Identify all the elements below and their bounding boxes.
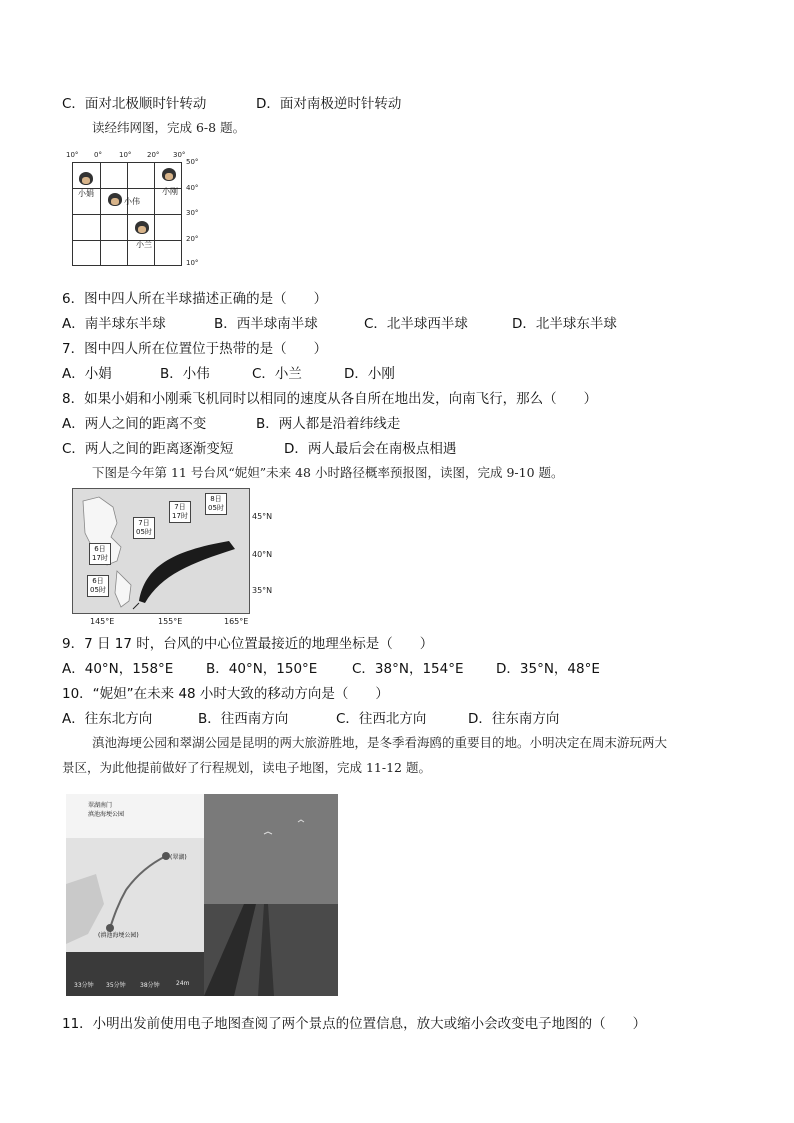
q6-option-a: A．南半球东半球 (62, 316, 166, 332)
q10-stem: 10．“妮妲”在未来 48 小时大致的移动方向是（ ） (62, 686, 389, 702)
person-label: 小刚 (162, 187, 178, 196)
lon-label: 20° (147, 151, 160, 159)
time-tag: 6日 17时 (89, 543, 111, 565)
lon-label: 0° (94, 151, 102, 159)
lon-label: 145°E (90, 617, 115, 626)
q8-option-a: A．两人之间的距离不变 (62, 416, 207, 432)
route-from: 翠湖南门 (88, 802, 113, 809)
intro-9-10: 下图是今年第 11 号台风“妮妲”未来 48 小时路径概率预报图，读图，完成 9-10 题。 (92, 465, 564, 480)
intro-11-12-line1: 滇池海埂公园和翠湖公园是昆明的两大旅游胜地，是冬季看海鸥的重要目的地。小明决定在周末游玩两大 (92, 735, 668, 750)
q9-option-a: A．40°N，158°E (62, 661, 174, 677)
q6-option-b: B．西半球南半球 (214, 316, 318, 332)
lat-lon-grid-figure (62, 148, 212, 270)
lat-label: 40° (186, 184, 199, 192)
person-icon (108, 193, 122, 206)
q7-stem: 7．图中四人所在位置位于热带的是（ ） (62, 341, 328, 357)
person-icon (135, 221, 149, 234)
seagull-photo (204, 794, 338, 996)
lat-label: 20° (186, 235, 199, 243)
route-to: 滇池海埂公园 (88, 811, 125, 818)
travel-time: 24m (176, 980, 190, 987)
time-tag: 7日 17时 (169, 501, 191, 523)
q7-option-d: D．小刚 (344, 366, 395, 382)
person-label: 小伟 (124, 197, 140, 206)
time-tag: 6日 05时 (87, 575, 109, 597)
q9-option-d: D．35°N，48°E (496, 661, 600, 677)
q10-option-d: D．往东南方向 (468, 711, 560, 727)
q6-option-c: C．北半球西半球 (364, 316, 468, 332)
lat-label: 35°N (252, 586, 273, 595)
lat-label: 30° (186, 209, 199, 217)
time-tag: 7日 05时 (133, 517, 155, 539)
q7-option-c: C．小兰 (252, 366, 302, 382)
poi-label: (滇池海埂公园) (98, 932, 139, 939)
q10-option-b: B．往西南方向 (198, 711, 289, 727)
person-label: 小兰 (136, 240, 152, 249)
intro-11-12-line2: 景区，为此他提前做好了行程规划，读电子地图，完成 11-12 题。 (62, 760, 431, 775)
q8-option-b: B．两人都是沿着纬线走 (256, 416, 401, 432)
q8-option-d: D．两人最后会在南极点相遇 (284, 441, 457, 457)
intro-6-8: 读经纬网图，完成 6-8 题。 (92, 120, 246, 135)
q9-option-b: B．40°N，150°E (206, 661, 318, 677)
travel-time: 35分钟 (106, 982, 126, 989)
typhoon-path-map (72, 488, 250, 614)
q5-option-d: D．面对南极逆时针转动 (256, 96, 402, 112)
q10-option-a: A．往东北方向 (62, 711, 153, 727)
q10-option-c: C．往西北方向 (336, 711, 427, 727)
q9-stem: 9．7 日 17 时，台风的中心位置最接近的地理坐标是（ ） (62, 636, 434, 652)
q6-option-d: D．北半球东半球 (512, 316, 617, 332)
q11-stem: 11．小明出发前使用电子地图查阅了两个景点的位置信息，放大或缩小会改变电子地图的（ ） (62, 1016, 647, 1032)
q8-stem: 8．如果小娟和小刚乘飞机同时以相同的速度从各自所在地出发，向南飞行，那么（ ） (62, 391, 598, 407)
poi-label: (翠湖) (170, 854, 187, 861)
q5-option-c: C．面对北极顺时针转动 (62, 96, 207, 112)
q6-stem: 6．图中四人所在半球描述正确的是（ ） (62, 291, 328, 307)
q7-option-a: A．小娟 (62, 366, 112, 382)
map-route-graphic (66, 794, 204, 996)
lon-label: 165°E (224, 617, 249, 626)
q9-option-c: C．38°N，154°E (352, 661, 464, 677)
lat-label: 40°N (252, 550, 273, 559)
lon-label: 10° (66, 151, 79, 159)
electronic-map-photo (66, 794, 338, 996)
q7-option-b: B．小伟 (160, 366, 210, 382)
time-tag: 8日 05时 (205, 493, 227, 515)
travel-time: 33分钟 (74, 982, 94, 989)
q8-option-c: C．两人之间的距离逐渐变短 (62, 441, 234, 457)
person-icon (162, 168, 176, 181)
lon-label: 30° (173, 151, 186, 159)
phone-map-screenshot (66, 794, 204, 996)
travel-time: 38分钟 (140, 982, 160, 989)
lon-label: 10° (119, 151, 132, 159)
person-icon (79, 172, 93, 185)
lat-label: 45°N (252, 512, 273, 521)
seagull-scene-graphic (204, 794, 338, 996)
lat-label: 10° (186, 259, 199, 267)
lat-label: 50° (186, 158, 199, 166)
person-label: 小娟 (78, 189, 94, 198)
lon-label: 155°E (158, 617, 183, 626)
